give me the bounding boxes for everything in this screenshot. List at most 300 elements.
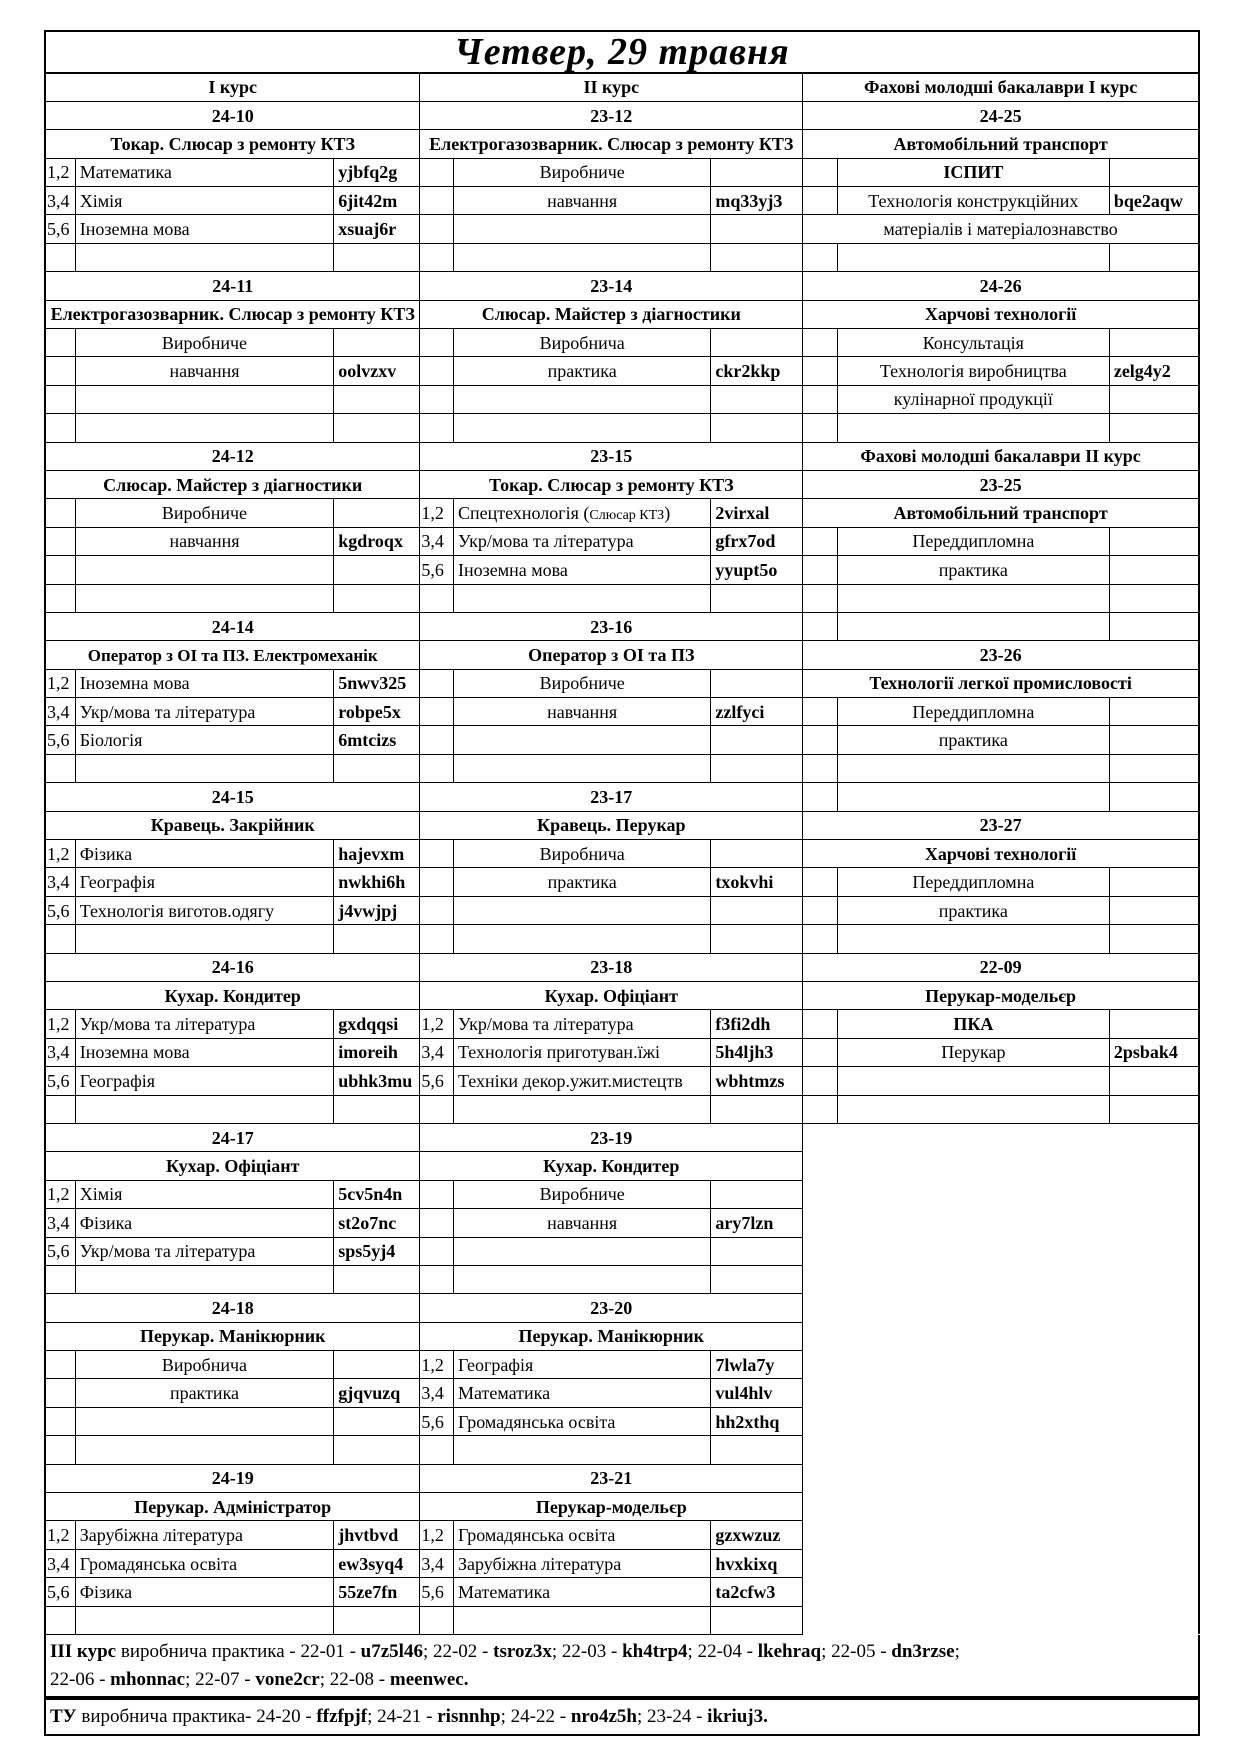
- meeting-code: [334, 499, 420, 527]
- lesson-pair-number: 1,2: [45, 1010, 75, 1038]
- meeting-code: [334, 1606, 420, 1634]
- meeting-code: robpe5x: [334, 698, 420, 726]
- subject-text: Спецтехнологія (: [457, 502, 590, 523]
- group-code: 23-17: [420, 783, 803, 811]
- meeting-code: [334, 1436, 420, 1464]
- footer-code: tsroz3x: [493, 1640, 552, 1662]
- meeting-code: f3fi2dh: [711, 1010, 803, 1038]
- meeting-code: [1109, 612, 1199, 640]
- group-code: 24-10: [45, 101, 420, 129]
- lesson-pair-number: [803, 584, 838, 612]
- meeting-code: [1109, 243, 1199, 271]
- column-header-course-1: I курс: [45, 73, 420, 101]
- footer-text: ; 24-21 -: [367, 1706, 438, 1728]
- lesson-pair-number: 5,6: [420, 556, 454, 584]
- schedule-row: [45, 1123, 1199, 1151]
- lesson-pair-number: 1,2: [420, 1521, 454, 1549]
- schedule-row: [45, 953, 1199, 981]
- meeting-code: [1109, 556, 1199, 584]
- lesson-pair-number: 3,4: [45, 1209, 75, 1237]
- schedule-row: [45, 783, 1199, 811]
- lesson-subject: [75, 414, 334, 442]
- lesson-pair-number: 1,2: [420, 1010, 454, 1038]
- meeting-code: jhvtbvd: [334, 1521, 420, 1549]
- schedule-row: [45, 754, 1199, 782]
- meeting-code: bqe2aqw: [1109, 187, 1199, 215]
- schedule-row: [45, 272, 1199, 300]
- meeting-code: [334, 243, 420, 271]
- lesson-subject: Укр/мова та література: [453, 527, 710, 555]
- lesson-pair-number: [420, 669, 454, 697]
- lesson-subject: Виробниче: [453, 1180, 710, 1208]
- lesson-pair-number: 1,2: [45, 840, 75, 868]
- lesson-subject: Географія: [453, 1351, 710, 1379]
- lesson-subject: Укр/мова та література: [75, 698, 334, 726]
- schedule-row: [45, 1521, 1199, 1549]
- schedule-row: [45, 982, 1199, 1010]
- specialty-name: Токар. Слюсар з ремонту КТЗ: [420, 470, 803, 498]
- lesson-pair-number: [45, 1407, 75, 1435]
- schedule-row: [45, 187, 1199, 215]
- empty-area: [803, 1493, 1199, 1521]
- lesson-pair-number: [803, 357, 838, 385]
- lesson-subject: [75, 1436, 334, 1464]
- lesson-subject: Виробнича: [75, 1351, 334, 1379]
- lesson-pair-number: [45, 754, 75, 782]
- meeting-code: [334, 556, 420, 584]
- schedule-row: [45, 1067, 1199, 1095]
- meeting-code: 55ze7fn: [334, 1578, 420, 1606]
- lesson-pair-number: 3,4: [420, 527, 454, 555]
- meeting-code: [711, 726, 803, 754]
- lesson-pair-number: 1,2: [45, 158, 75, 186]
- lesson-subject: Технологія виробництва: [837, 357, 1109, 385]
- lesson-pair-number: 3,4: [420, 1379, 454, 1407]
- lesson-pair-number: [420, 329, 454, 357]
- lesson-subject: Консультація: [837, 329, 1109, 357]
- lesson-pair-number: [45, 1379, 75, 1407]
- lesson-pair-number: [803, 1067, 838, 1095]
- empty-area: [803, 1152, 1199, 1180]
- schedule-row: [45, 1578, 1199, 1606]
- lesson-subject: навчання: [453, 187, 710, 215]
- lesson-pair-number: 5,6: [45, 1237, 75, 1265]
- meeting-code: j4vwjpj: [334, 896, 420, 924]
- specialty-name: Електрогазозварник. Слюсар з ремонту КТЗ: [420, 130, 803, 158]
- lesson-subject: [75, 1265, 334, 1293]
- meeting-code: [1109, 783, 1199, 811]
- lesson-subject: Фізика: [75, 840, 334, 868]
- specialty-name: Перукар. Адміністратор: [45, 1493, 420, 1521]
- meeting-code: [1109, 868, 1199, 896]
- lesson-subject: Технологія приготуван.їжі: [453, 1038, 710, 1066]
- meeting-code: 6jit42m: [334, 187, 420, 215]
- schedule-row: [45, 1493, 1199, 1521]
- lesson-subject: [75, 1407, 334, 1435]
- meeting-code: [711, 1265, 803, 1293]
- lesson-subject: [453, 414, 710, 442]
- schedule-row: [45, 385, 1199, 413]
- meeting-code: [711, 1436, 803, 1464]
- specialty-name: Кухар. Офіціант: [420, 982, 803, 1010]
- meeting-code: gxdqqsi: [334, 1010, 420, 1038]
- lesson-subject: практика: [837, 726, 1109, 754]
- group-code: 22-09: [803, 953, 1199, 981]
- meeting-code: ta2cfw3: [711, 1578, 803, 1606]
- lesson-subject: Технологія конструкційних: [837, 187, 1109, 215]
- meeting-code: [711, 669, 803, 697]
- lesson-subject: Техніки декор.ужит.мистецтв: [453, 1067, 710, 1095]
- group-code: 23-18: [420, 953, 803, 981]
- schedule-row: [45, 1464, 1199, 1492]
- footer-text: ; 24-22 -: [500, 1706, 571, 1728]
- footer-code: ТУ: [50, 1706, 77, 1728]
- schedule-row: [45, 215, 1199, 243]
- lesson-subject: Фізика: [75, 1578, 334, 1606]
- footer-code: nro4z5h: [570, 1706, 637, 1728]
- schedule-row: [45, 1010, 1199, 1038]
- specialty-name: Технології легкої промисловості: [803, 669, 1199, 697]
- schedule-row: [45, 612, 1199, 640]
- lesson-subject: [453, 1095, 710, 1123]
- lesson-pair-number: [45, 357, 75, 385]
- lesson-pair-number: 3,4: [45, 868, 75, 896]
- schedule-row: [45, 1237, 1199, 1265]
- schedule-row: [45, 158, 1199, 186]
- meeting-code: 7lwla7y: [711, 1351, 803, 1379]
- schedule-row: [45, 1436, 1199, 1464]
- lesson-pair-number: [803, 896, 838, 924]
- lesson-pair-number: 1,2: [45, 669, 75, 697]
- lesson-pair-number: [45, 499, 75, 527]
- meeting-code: [1109, 726, 1199, 754]
- meeting-code: [711, 243, 803, 271]
- lesson-pair-number: [420, 385, 454, 413]
- empty-area: [803, 1606, 1199, 1634]
- meeting-code: ary7lzn: [711, 1209, 803, 1237]
- empty-area: [803, 1578, 1199, 1606]
- lesson-subject: [837, 783, 1109, 811]
- schedule-row: [45, 527, 1199, 555]
- meeting-code: imoreih: [334, 1038, 420, 1066]
- schedule-row: [45, 1606, 1199, 1634]
- lesson-pair-number: [420, 754, 454, 782]
- empty-area: [803, 1322, 1199, 1350]
- lesson-subject: Хімія: [75, 1180, 334, 1208]
- lesson-subject: ПКА: [837, 1010, 1109, 1038]
- specialty-name: Токар. Слюсар з ремонту КТЗ: [45, 130, 420, 158]
- specialty-name: Харчові технології: [803, 840, 1199, 868]
- specialty-name: Автомобільний транспорт: [803, 130, 1199, 158]
- group-code: 24-18: [45, 1294, 420, 1322]
- meeting-code: [711, 754, 803, 782]
- lesson-pair-number: 5,6: [420, 1407, 454, 1435]
- group-code: 23-27: [803, 811, 1199, 839]
- empty-area: [803, 1265, 1199, 1293]
- lesson-subject: [453, 896, 710, 924]
- lesson-pair-number: 1,2: [45, 1180, 75, 1208]
- footer-code: ffzfpjf: [316, 1706, 368, 1728]
- schedule-row: [45, 1180, 1199, 1208]
- lesson-subject: Хімія: [75, 187, 334, 215]
- meeting-code: [711, 584, 803, 612]
- lesson-pair-number: [803, 329, 838, 357]
- meeting-code: [1109, 896, 1199, 924]
- meeting-code: 2psbak4: [1109, 1038, 1199, 1066]
- lesson-subject: Географія: [75, 1067, 334, 1095]
- footer-text: виробнича практика- 24-20 -: [76, 1706, 317, 1728]
- meeting-code: yjbfq2g: [334, 158, 420, 186]
- lesson-pair-number: [420, 1209, 454, 1237]
- lesson-subject: ІСПИТ: [837, 158, 1109, 186]
- lesson-pair-number: [803, 385, 838, 413]
- footer-code: mhonnac: [110, 1668, 186, 1690]
- specialty-name: Кухар. Кондитер: [420, 1152, 803, 1180]
- lesson-pair-number: [803, 925, 838, 953]
- lesson-pair-number: 1,2: [45, 1521, 75, 1549]
- lesson-subject: [75, 925, 334, 953]
- footer-text: ; 22-07 -: [185, 1668, 256, 1690]
- schedule-row: [45, 130, 1199, 158]
- meeting-code: [334, 1095, 420, 1123]
- schedule-row: [45, 584, 1199, 612]
- lesson-pair-number: 3,4: [420, 1549, 454, 1577]
- lesson-pair-number: [803, 527, 838, 555]
- lesson-subject: Іноземна мова: [75, 1038, 334, 1066]
- meeting-code: [334, 925, 420, 953]
- lesson-pair-number: 1,2: [420, 499, 454, 527]
- lesson-pair-number: [420, 896, 454, 924]
- lesson-subject: Виробнича: [453, 329, 710, 357]
- specialty-name: Перукар-модельєр: [803, 982, 1199, 1010]
- meeting-code: oolvzxv: [334, 357, 420, 385]
- footer-line-3: [50, 1706, 768, 1727]
- lesson-subject: практика: [837, 556, 1109, 584]
- lesson-pair-number: [420, 1237, 454, 1265]
- lesson-subject: навчання: [75, 527, 334, 555]
- lesson-subject: [837, 1067, 1109, 1095]
- empty-area: [803, 1294, 1199, 1322]
- group-code: 23-15: [420, 442, 803, 470]
- empty-area: [803, 1464, 1199, 1492]
- lesson-pair-number: [803, 1095, 838, 1123]
- lesson-pair-number: [803, 612, 838, 640]
- meeting-code: [334, 1407, 420, 1435]
- schedule-row: [45, 357, 1199, 385]
- lesson-pair-number: 5,6: [420, 1067, 454, 1095]
- meeting-code: [711, 1095, 803, 1123]
- lesson-pair-number: [803, 698, 838, 726]
- lesson-subject: Географія: [75, 868, 334, 896]
- group-code: 24-25: [803, 101, 1199, 129]
- lesson-subject: [453, 925, 710, 953]
- lesson-subject: [75, 1095, 334, 1123]
- meeting-code: [1109, 754, 1199, 782]
- lesson-subject: [453, 385, 710, 413]
- schedule-row: [45, 1549, 1199, 1577]
- lesson-subject: Виробниче: [453, 669, 710, 697]
- specialty-name: Оператор з ОІ та ПЗ: [420, 641, 803, 669]
- lesson-subject: [75, 243, 334, 271]
- empty-area: [803, 1123, 1199, 1151]
- schedule-table: [44, 30, 1200, 1635]
- schedule-row: [45, 811, 1199, 839]
- meeting-code: [334, 1265, 420, 1293]
- schedule-row: [45, 669, 1199, 697]
- lesson-subject: практика: [75, 1379, 334, 1407]
- schedule-row: [45, 442, 1199, 470]
- lesson-pair-number: 3,4: [45, 1038, 75, 1066]
- meeting-code: wbhtmzs: [711, 1067, 803, 1095]
- specialty-name: Автомобільний транспорт: [803, 499, 1199, 527]
- meeting-code: st2o7nc: [334, 1209, 420, 1237]
- lesson-pair-number: [803, 754, 838, 782]
- lesson-pair-number: [420, 1180, 454, 1208]
- meeting-code: [711, 158, 803, 186]
- schedule-row: [45, 1379, 1199, 1407]
- group-code: 24-12: [45, 442, 420, 470]
- lesson-subject: Математика: [75, 158, 334, 186]
- footer-tu: [44, 1698, 1200, 1736]
- footer-line-2: [50, 1669, 468, 1690]
- group-code: 24-16: [45, 953, 420, 981]
- footer-code: lkehraq: [757, 1640, 822, 1662]
- lesson-pair-number: 3,4: [420, 1038, 454, 1066]
- lesson-subject: [453, 1606, 710, 1634]
- schedule-row: [45, 1351, 1199, 1379]
- lesson-pair-number: [420, 215, 454, 243]
- specialty-name: Перукар. Манікюрник: [45, 1322, 420, 1350]
- lesson-pair-number: [45, 1351, 75, 1379]
- specialty-name: Харчові технології: [803, 300, 1199, 328]
- schedule-row: [45, 329, 1199, 357]
- empty-area: [803, 1351, 1199, 1379]
- schedule-sheet: [44, 30, 1200, 1736]
- lesson-subject: кулінарної продукції: [837, 385, 1109, 413]
- meeting-code: mq33yj3: [711, 187, 803, 215]
- lesson-subject: [453, 1265, 710, 1293]
- lesson-subject: практика: [837, 896, 1109, 924]
- lesson-pair-number: [420, 868, 454, 896]
- footer-text: ;: [954, 1640, 960, 1662]
- lesson-subject: [837, 414, 1109, 442]
- lesson-pair-number: [803, 783, 838, 811]
- lesson-subject: [837, 1095, 1109, 1123]
- meeting-code: [711, 1606, 803, 1634]
- group-code: 23-14: [420, 272, 803, 300]
- meeting-code: [1109, 1067, 1199, 1095]
- lesson-pair-number: [420, 1436, 454, 1464]
- schedule-row: [45, 726, 1199, 754]
- lesson-pair-number: [420, 726, 454, 754]
- group-code: 24-17: [45, 1123, 420, 1151]
- meeting-code: gjqvuzq: [334, 1379, 420, 1407]
- group-code: 23-26: [803, 641, 1199, 669]
- lesson-pair-number: [420, 187, 454, 215]
- group-code: 23-21: [420, 1464, 803, 1492]
- schedule-row: [45, 868, 1199, 896]
- lesson-pair-number: [420, 357, 454, 385]
- lesson-subject: [453, 726, 710, 754]
- lesson-pair-number: [420, 1095, 454, 1123]
- lesson-subject: Виробниче: [453, 158, 710, 186]
- lesson-pair-number: [803, 726, 838, 754]
- lesson-subject: навчання: [453, 1209, 710, 1237]
- lesson-subject: Іноземна мова: [75, 669, 334, 697]
- lesson-subject: Зарубіжна література: [453, 1549, 710, 1577]
- footer-code: meenwec.: [389, 1668, 469, 1690]
- lesson-pair-number: [803, 187, 838, 215]
- meeting-code: zzlfyci: [711, 698, 803, 726]
- lesson-subject: [75, 385, 334, 413]
- meeting-code: [1109, 414, 1199, 442]
- group-code: 23-12: [420, 101, 803, 129]
- lesson-pair-number: [803, 1038, 838, 1066]
- meeting-code: [1109, 1095, 1199, 1123]
- footer-text: виробнича практика - 22-01 -: [116, 1640, 361, 1662]
- lesson-pair-number: [45, 1265, 75, 1293]
- schedule-row: [45, 101, 1199, 129]
- meeting-code: [1109, 1010, 1199, 1038]
- lesson-subject: Громадянська освіта: [453, 1407, 710, 1435]
- lesson-subject: [453, 215, 710, 243]
- empty-area: [803, 1209, 1199, 1237]
- meeting-code: [711, 385, 803, 413]
- meeting-code: [711, 925, 803, 953]
- meeting-code: [1109, 385, 1199, 413]
- lesson-subject: Перукар: [837, 1038, 1109, 1066]
- footer-code: u7z5l46: [360, 1640, 423, 1662]
- group-code: 24-14: [45, 612, 420, 640]
- lesson-pair-number: [420, 1606, 454, 1634]
- lesson-subject: [75, 1606, 334, 1634]
- column-header-course-2: II курс: [420, 73, 803, 101]
- lesson-subject: [453, 584, 710, 612]
- lesson-pair-number: [420, 1265, 454, 1293]
- meeting-code: hh2xthq: [711, 1407, 803, 1435]
- footer-text: ; 22-03 -: [551, 1640, 623, 1662]
- lesson-subject: Фізика: [75, 1209, 334, 1237]
- lesson-subject: практика: [453, 357, 710, 385]
- lesson-pair-number: [45, 584, 75, 612]
- schedule-row: [45, 1209, 1199, 1237]
- lesson-pair-number: 5,6: [45, 215, 75, 243]
- empty-area: [803, 1237, 1199, 1265]
- group-code: 23-20: [420, 1294, 803, 1322]
- specialty-name: Кухар. Кондитер: [45, 982, 420, 1010]
- lesson-pair-number: [45, 1606, 75, 1634]
- lesson-pair-number: [45, 1095, 75, 1123]
- footer-third-course: [44, 1635, 1200, 1698]
- meeting-code: ubhk3mu: [334, 1067, 420, 1095]
- lesson-subject: матеріалів і матеріалознавство: [803, 215, 1199, 243]
- meeting-code: yyupt5o: [711, 556, 803, 584]
- group-code: 24-15: [45, 783, 420, 811]
- meeting-code: [711, 896, 803, 924]
- lesson-subject: Переддипломна: [837, 527, 1109, 555]
- lesson-subject: [453, 243, 710, 271]
- meeting-code: [1109, 925, 1199, 953]
- schedule-row: [45, 1407, 1199, 1435]
- column-header-bachelor: Фахові молодші бакалаври I курс: [803, 73, 1199, 101]
- meeting-code: gzxwzuz: [711, 1521, 803, 1549]
- schedule-row: [45, 1152, 1199, 1180]
- lesson-subject: Іноземна мова: [453, 556, 710, 584]
- meeting-code: ew3syq4: [334, 1549, 420, 1577]
- footer-code: ikriuj3.: [707, 1706, 768, 1728]
- schedule-row: [45, 1294, 1199, 1322]
- schedule-row: [45, 300, 1199, 328]
